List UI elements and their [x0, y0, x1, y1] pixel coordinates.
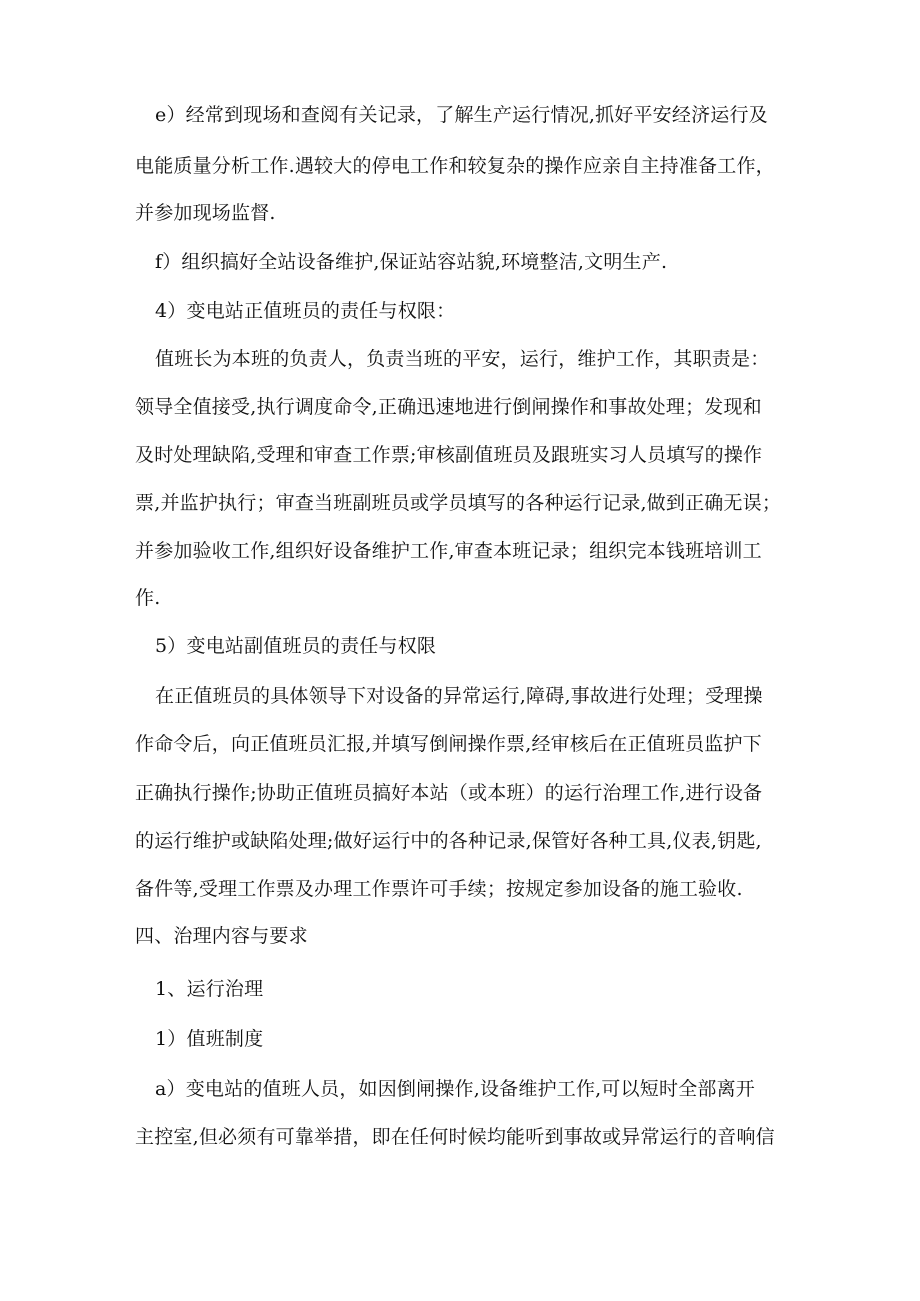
text-line: 及时处理缺陷,受理和审查工作票;审核副值班员及跟班实习人员填写的操作: [135, 444, 763, 466]
text-line: 值班长为本班的负责人，负责当班的平安，运行，维护工作，其职责是：: [155, 348, 770, 370]
text-line: 电能质量分析工作.遇较大的停电工作和较复杂的操作应亲自主持准备工作，: [135, 155, 775, 177]
text-line: 主控室,但必须有可靠举措，即在任何时候均能听到事故或异常运行的音响信: [135, 1126, 775, 1148]
text-line: 作.: [135, 587, 161, 609]
text-line: 正确执行操作;协助正值班员搞好本站（或本班）的运行治理工作,进行设备: [135, 782, 763, 804]
text-line: e）经常到现场和查阅有关记录，了解生产运行情况,抓好平安经济运行及: [155, 104, 768, 126]
text-line: 在正值班员的具体领导下对设备的异常运行,障碍,事故进行处理；受理操: [155, 685, 763, 707]
text-line: 备件等,受理工作票及办理工作票许可手续；按规定参加设备的施工验收.: [135, 878, 743, 900]
subsection-heading: 1、运行治理: [155, 978, 264, 1000]
text-line: 并参加验收工作,组织好设备维护工作,审查本班记录；组织完本钱班培训工: [135, 540, 762, 562]
text-line: f）组织搞好全站设备维护,保证站容站貌,环境整洁,文明生产.: [155, 251, 668, 273]
text-line: 作命令后，向正值班员汇报,并填写倒闸操作票,经审核后在正值班员监护下: [135, 733, 762, 755]
section-heading: 4）变电站正值班员的责任与权限：: [155, 300, 456, 322]
text-line: 领导全值接受,执行调度命令,正确迅速地进行倒闸操作和事故处理；发现和: [135, 396, 762, 418]
section-heading: 5）变电站副值班员的责任与权限: [155, 635, 437, 657]
text-line: a）变电站的值班人员，如因倒闸操作,设备维护工作,可以短时全部离开: [155, 1078, 756, 1100]
section-heading: 四、治理内容与要求: [135, 925, 308, 947]
text-line: 并参加现场监督.: [135, 202, 276, 224]
text-line: 票,并监护执行；审查当班副班员或学员填写的各种运行记录,做到正确无误；: [135, 492, 782, 514]
subsection-heading: 1）值班制度: [155, 1028, 264, 1050]
text-line: 的运行维护或缺陷处理;做好运行中的各种记录,保管好各种工具,仪表,钥匙,: [135, 830, 762, 852]
